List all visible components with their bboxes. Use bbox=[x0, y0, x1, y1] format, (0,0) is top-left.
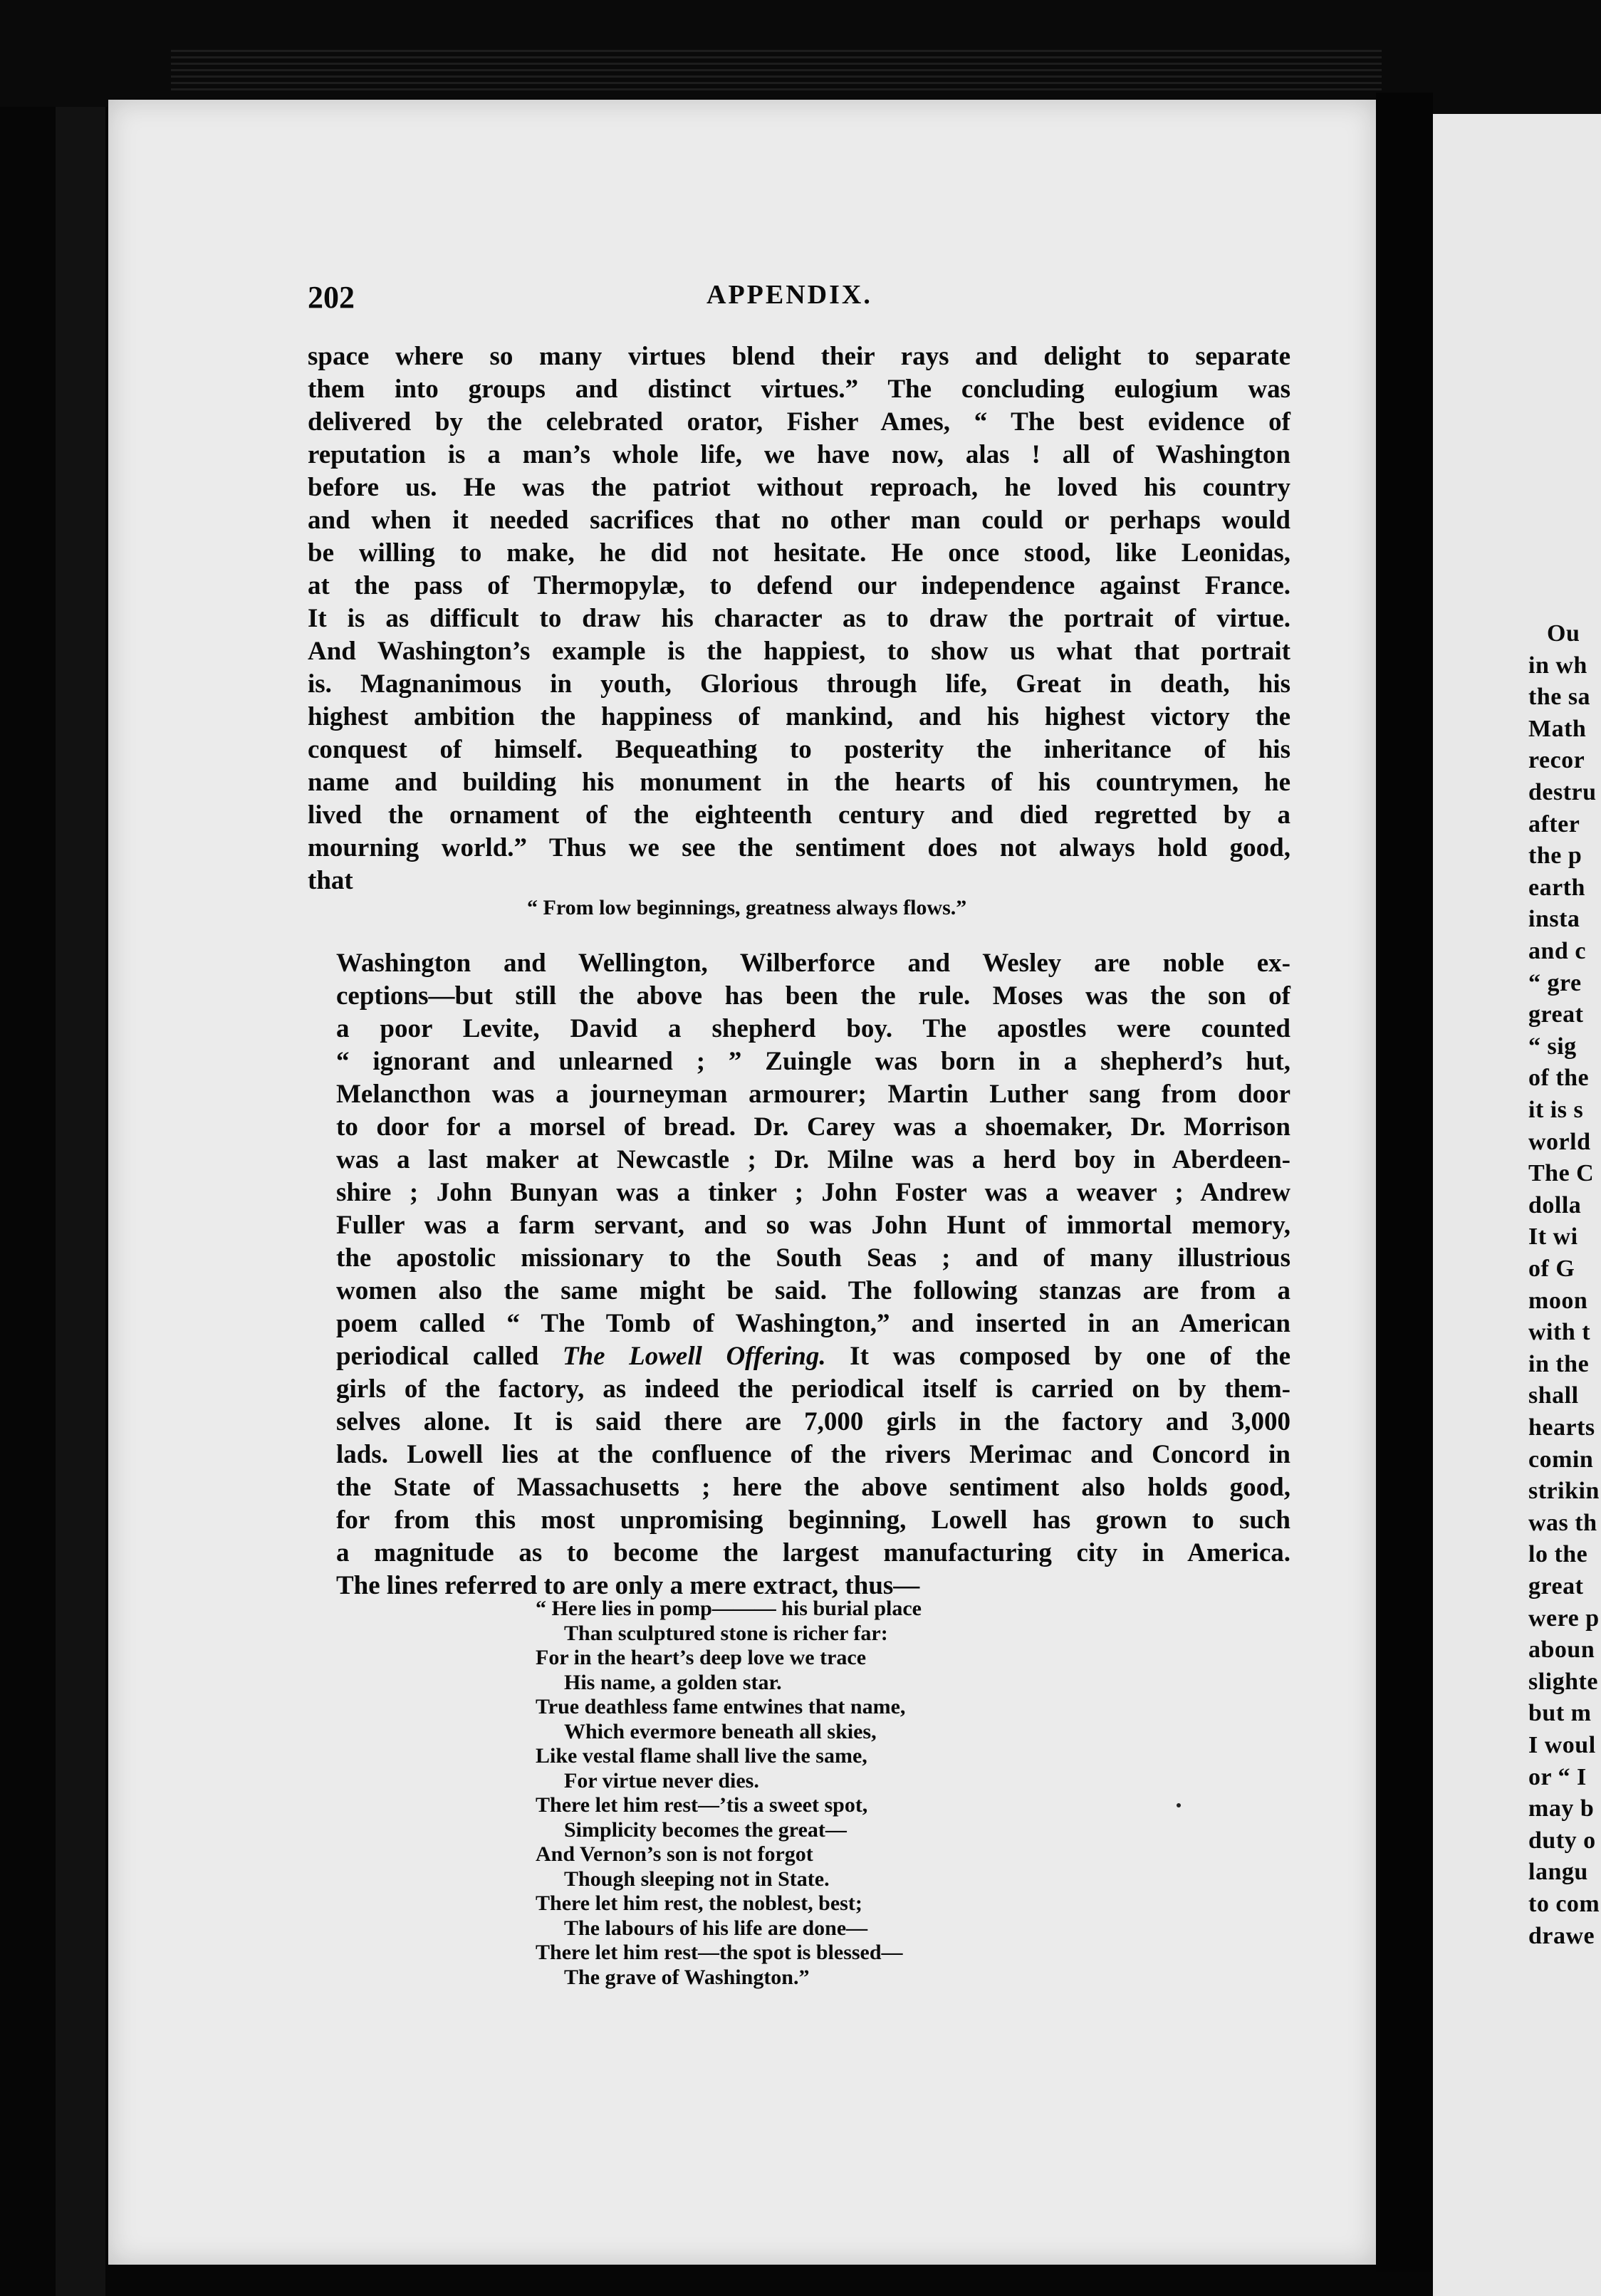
text-line: The lines referred to are only a mere extract, thus— bbox=[336, 1571, 920, 1600]
poem bbox=[536, 1597, 1105, 1990]
poem-line: Than sculptured stone is richer far: bbox=[564, 1621, 888, 1645]
right-page-line: but m bbox=[1528, 1700, 1592, 1727]
right-page-line: of G bbox=[1528, 1256, 1575, 1282]
right-page-line: world bbox=[1528, 1128, 1591, 1155]
text-line: lads. Lowell lies at the confluence of the rivers Merimac and Concord in bbox=[336, 1440, 1290, 1469]
right-page-line: moon bbox=[1528, 1287, 1588, 1314]
poem-line: Simplicity becomes the great— bbox=[564, 1817, 847, 1842]
text-line: delivered by the celebrated orator, Fisher Ames, “ The best evidence of bbox=[308, 407, 1290, 437]
text-line: a magnitude as to become the largest manufacturing city in America. bbox=[336, 1538, 1290, 1567]
right-page-line: “ gre bbox=[1528, 969, 1582, 996]
poem-line: For virtue never dies. bbox=[564, 1768, 759, 1793]
text-line: space where so many virtues blend their rays and delight to separate bbox=[308, 342, 1290, 371]
text-line: a poor Levite, David a shepherd boy. The apostles were counted bbox=[336, 1014, 1290, 1043]
text-line: before us. He was the patriot without reproach, he loved his country bbox=[308, 473, 1290, 502]
quote: “ From low beginnings, greatness always flows.” bbox=[527, 896, 967, 919]
poem-line: The grave of Washington.” bbox=[564, 1965, 810, 1989]
right-page-line: duty o bbox=[1528, 1827, 1596, 1854]
text-line: the State of Massachusetts ; here the above sentiment also holds good, bbox=[336, 1473, 1290, 1502]
poem-line: Though sleeping not in State. bbox=[564, 1867, 830, 1891]
text-line: reputation is a man’s whole life, we have now, alas ! all of Washington bbox=[308, 440, 1290, 469]
poem-line: The labours of his life are done— bbox=[564, 1916, 868, 1940]
poem-line: Which evermore beneath all skies, bbox=[564, 1719, 877, 1743]
text-line: “ ignorant and unlearned ; ” Zuingle was born in a shepherd’s hut, bbox=[336, 1047, 1290, 1076]
text-line: and when it needed sacrifices that no other man could or perhaps would bbox=[308, 506, 1290, 535]
text-line: women also the same might be said. The following stanzas are from a bbox=[336, 1276, 1290, 1305]
text-line: is. Magnanimous in youth, Glorious through life, Great in death, his bbox=[308, 669, 1290, 699]
poem-line: There let him rest—the spot is blessed— bbox=[536, 1941, 903, 1964]
poem-line: And Vernon’s son is not forgot bbox=[536, 1842, 813, 1866]
text-line: was a last maker at Newcastle ; Dr. Milne was a herd boy in Aberdeen- bbox=[336, 1145, 1290, 1174]
right-page-line: in the bbox=[1528, 1350, 1590, 1377]
right-page-line: may b bbox=[1528, 1795, 1595, 1822]
scan-top-artifact bbox=[171, 50, 1382, 93]
text-line: be willing to make, he did not hesitate. He once stood, like Leonidas, bbox=[308, 538, 1290, 568]
text-line: mourning world.” Thus we see the sentiment does not always hold good, bbox=[308, 833, 1290, 862]
poem-line: His name, a golden star. bbox=[564, 1670, 782, 1694]
text-line: shire ; John Bunyan was a tinker ; John Foster was a weaver ; Andrew bbox=[336, 1178, 1290, 1207]
poem-line: There let him rest, the noblest, best; bbox=[536, 1891, 862, 1915]
right-page-top-edge bbox=[1433, 85, 1601, 114]
right-page-line: in wh bbox=[1528, 652, 1587, 679]
text-line: periodical called The Lowell Offering. It was composed by one of the bbox=[336, 1342, 1290, 1371]
text-line: It is as difficult to draw his character as to draw the portrait of virtue. bbox=[308, 604, 1290, 633]
right-page-line: hearts bbox=[1528, 1414, 1595, 1441]
right-page-line: were p bbox=[1528, 1604, 1600, 1632]
right-page-line: and c bbox=[1528, 938, 1586, 964]
right-page-line: great bbox=[1528, 1001, 1584, 1028]
right-page-line: comin bbox=[1528, 1446, 1594, 1473]
text-line: that bbox=[308, 866, 353, 895]
text-line: them into groups and distinct virtues.” The concluding eulogium was bbox=[308, 375, 1290, 404]
poem-line: Like vestal flame shall live the same, bbox=[536, 1744, 867, 1768]
right-page-line: after bbox=[1528, 810, 1580, 837]
right-page-line: of the bbox=[1528, 1065, 1590, 1092]
right-page-line: was th bbox=[1528, 1509, 1597, 1536]
right-page-line: I woul bbox=[1528, 1732, 1596, 1758]
right-page-line: with t bbox=[1528, 1319, 1591, 1346]
right-page-line: the p bbox=[1528, 842, 1582, 870]
text-line: highest ambition the happiness of mankind, and his highest victory the bbox=[308, 702, 1290, 731]
right-page-line: lo the bbox=[1528, 1541, 1588, 1568]
running-head: APPENDIX. bbox=[706, 280, 872, 310]
text-line: to door for a morsel of bread. Dr. Carey was a shoemaker, Dr. Morrison bbox=[336, 1112, 1290, 1142]
right-page bbox=[1433, 85, 1601, 2296]
text-line: poem called “ The Tomb of Washington,” and inserted in an American bbox=[336, 1309, 1290, 1338]
text-line: selves alone. It is said there are 7,000 girls in the factory and 3,000 bbox=[336, 1407, 1290, 1436]
poem-line: There let him rest—’tis a sweet spot, bbox=[536, 1793, 868, 1817]
right-page-line: destru bbox=[1528, 779, 1597, 805]
ink-speck bbox=[1177, 1803, 1181, 1807]
paragraph-1 bbox=[308, 340, 1290, 897]
right-page-line: great bbox=[1528, 1573, 1584, 1600]
right-page-line: Ou bbox=[1547, 620, 1580, 647]
right-page-line: langu bbox=[1528, 1859, 1588, 1886]
right-page-line: strikin bbox=[1528, 1478, 1600, 1505]
page-number: 202 bbox=[308, 280, 355, 315]
right-page-line: The C bbox=[1528, 1160, 1595, 1187]
right-page-line: It wi bbox=[1528, 1223, 1578, 1251]
poem-line: “ Here lies in pomp——— his burial place bbox=[536, 1597, 922, 1620]
page-header bbox=[308, 279, 1290, 322]
right-page-line: Math bbox=[1528, 715, 1587, 742]
right-page-line: to com bbox=[1528, 1891, 1600, 1917]
right-page-line: or “ I bbox=[1528, 1763, 1587, 1790]
text-line: ceptions—but still the above has been the rule. Moses was the son of bbox=[336, 981, 1290, 1011]
page-gutter bbox=[1376, 93, 1433, 2272]
text-line: lived the ornament of the eighteenth century and died regretted by a bbox=[308, 800, 1290, 830]
text-line: conquest of himself. Bequeathing to posterity the inheritance of his bbox=[308, 735, 1290, 764]
right-page-line: recor bbox=[1528, 747, 1585, 774]
text-line: the apostolic missionary to the South Seas ; and of many illustrious bbox=[336, 1243, 1290, 1273]
right-page-line: slighte bbox=[1528, 1668, 1598, 1695]
book-spine bbox=[56, 107, 105, 2296]
right-page-line: drawe bbox=[1528, 1922, 1595, 1949]
text-line: for from this most unpromising beginning, Lowell has grown to such bbox=[336, 1506, 1290, 1535]
text-line: Washington and Wellington, Wilberforce and Wesley are noble ex- bbox=[336, 949, 1290, 978]
right-page-line: insta bbox=[1528, 906, 1580, 933]
right-page-line: dolla bbox=[1528, 1191, 1582, 1219]
paragraph-2 bbox=[336, 947, 1290, 1602]
text-line: at the pass of Thermopylæ, to defend our independence against France. bbox=[308, 571, 1290, 600]
right-page-line: “ sig bbox=[1528, 1033, 1577, 1060]
text-line: Melancthon was a journeyman armourer; Martin Luther sang from door bbox=[336, 1080, 1290, 1109]
right-page-line: shall bbox=[1528, 1382, 1579, 1409]
right-page-line: aboun bbox=[1528, 1637, 1595, 1664]
text-line: And Washington’s example is the happiest, to show us what that portrait bbox=[308, 637, 1290, 666]
poem-line: True deathless fame entwines that name, bbox=[536, 1695, 906, 1718]
right-page-line: the sa bbox=[1528, 684, 1591, 711]
text-line: girls of the factory, as indeed the periodical itself is carried on by them- bbox=[336, 1374, 1290, 1404]
text-line: name and building his monument in the hearts of his countrymen, he bbox=[308, 768, 1290, 797]
text-line: Fuller was a farm servant, and so was John Hunt of immortal memory, bbox=[336, 1211, 1290, 1240]
periodical-title: The Lowell Offering. bbox=[562, 1342, 826, 1371]
poem-line: For in the heart’s deep love we trace bbox=[536, 1646, 867, 1669]
right-page-line: it is s bbox=[1528, 1097, 1584, 1123]
right-page-line: earth bbox=[1528, 874, 1585, 901]
